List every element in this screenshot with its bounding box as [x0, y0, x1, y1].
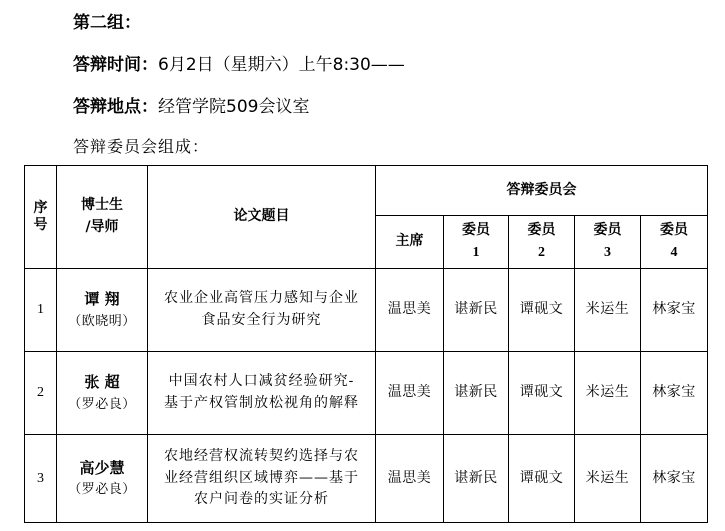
header-chair: 主席: [376, 216, 444, 269]
advisor-name: （罗必良）: [68, 482, 136, 498]
chair-name: 温思美: [376, 435, 444, 523]
committee-table: [24, 165, 708, 523]
student-name: 谭 翔: [84, 290, 120, 309]
member-2-name: 谭砚文: [509, 352, 575, 435]
table-row: [25, 269, 708, 352]
thesis-title: 中国农村人口减贫经验研究- 基于产权管制放松视角的解释: [148, 352, 376, 435]
member-1-name: 谌新民: [444, 352, 509, 435]
chair-name: 温思美: [376, 269, 444, 352]
member-1-name: 谌新民: [444, 435, 509, 523]
header-member-1: 委员 1: [444, 216, 509, 269]
defense-place-value: 经管学院509会议室: [158, 97, 310, 117]
member-3-name: 米运生: [575, 435, 641, 523]
row-seq: 2: [25, 352, 57, 435]
group-label: 第二组：: [73, 13, 141, 33]
row-seq: 1: [25, 269, 57, 352]
row-student-advisor: [57, 269, 148, 352]
thesis-title: 农地经营权流转契约选择与农 业经营组织区域博弈——基于 农户问卷的实证分析: [148, 435, 376, 523]
defense-time: [73, 50, 405, 75]
header-thesis-title: 论文题目: [148, 166, 376, 269]
member-3-name: 米运生: [575, 269, 641, 352]
member-4-name: 林家宝: [641, 269, 708, 352]
header-seq: 序号: [25, 166, 57, 269]
committee-intro: 答辩委员会组成：: [73, 137, 210, 156]
header-member-3: 委员 3: [575, 216, 641, 269]
row-seq: 3: [25, 435, 57, 523]
header-member-2: 委员 2: [509, 216, 575, 269]
header-member-4: 委员 4: [641, 216, 708, 269]
member-4-name: 林家宝: [641, 352, 708, 435]
chair-name: 温思美: [376, 352, 444, 435]
advisor-name: （欧晓明）: [68, 313, 136, 329]
member-2-name: 谭砚文: [509, 269, 575, 352]
member-1-name: 谌新民: [444, 269, 509, 352]
defense-time-value: 6月2日（星期六）上午8:30——: [158, 55, 405, 75]
thesis-title: 农业企业高管压力感知与企业 食品安全行为研究: [148, 269, 376, 352]
row-student-advisor: [57, 352, 148, 435]
row-student-advisor: [57, 435, 148, 523]
defense-place-label: 答辩地点：: [73, 97, 158, 117]
table-row: [25, 352, 708, 435]
student-name: 张 超: [84, 373, 120, 392]
table-row: [25, 435, 708, 523]
defense-time-label: 答辩时间：: [73, 55, 158, 75]
header-committee: 答辩委员会: [376, 166, 708, 216]
defense-place: [73, 92, 309, 117]
member-3-name: 米运生: [575, 352, 641, 435]
header-student-advisor: 博士生 /导师: [57, 166, 148, 269]
member-4-name: 林家宝: [641, 435, 708, 523]
member-2-name: 谭砚文: [509, 435, 575, 523]
advisor-name: （罗必良）: [68, 396, 136, 412]
student-name: 高少慧: [79, 458, 125, 477]
